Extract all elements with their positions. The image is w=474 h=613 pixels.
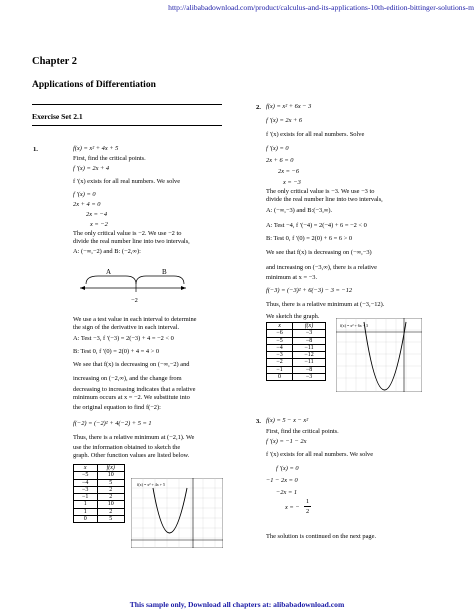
p1-line: f ′(x) = 2x + 4 <box>73 165 110 172</box>
table-head-fx: f(x) <box>97 465 125 472</box>
p1-line: the original equation to find f(−2): <box>73 404 161 411</box>
chapter-heading: Chapter 2 <box>32 56 78 67</box>
p2-line: f ′(x) exists for all real numbers. Solve <box>266 131 365 138</box>
table-row: −1 2 <box>74 494 125 501</box>
p3-line: f ′(x) = −1 − 2x <box>266 438 307 445</box>
p1-line: f ′(x) = 0 <box>73 191 96 198</box>
table-head-x: x <box>267 323 293 330</box>
problem-2-number: 2. <box>256 104 261 111</box>
table-row: −6 −3 <box>267 330 326 337</box>
table-head-x: x <box>74 465 98 472</box>
p3-line: x = − <box>285 504 300 511</box>
p1-line: divide the real number line into two intervals, <box>73 238 190 245</box>
p1-line: We see that f(x) is decreasing on (−∞,−2) and <box>73 361 190 368</box>
p1-graph-label: f(x) = x² + 4x + 5 <box>137 482 165 487</box>
table-row: −5 −8 <box>267 337 326 344</box>
p3-line: −2x = 1 <box>276 489 298 496</box>
table-row: 0 5 <box>74 516 125 523</box>
p2-line: f(−3) = (−3)² + 6(−3) − 3 = −12 <box>266 287 353 294</box>
p3-fraction-denominator: 2 <box>306 508 310 515</box>
number-line <box>78 266 188 310</box>
p2-line: f ′(x) = 2x + 6 <box>266 117 303 124</box>
p1-line: f(x) = x² + 4x + 5 <box>73 145 119 152</box>
p1-line: use the information obtained to sketch the <box>73 444 181 451</box>
divider <box>32 104 222 105</box>
fraction-bar <box>304 506 311 507</box>
p1-line: First, find the critical points. <box>73 155 146 162</box>
table-row: 1 2 <box>74 508 125 515</box>
p2-line: 2x = −6 <box>278 168 300 175</box>
divider <box>32 125 222 126</box>
table-row: −4 −11 <box>267 344 326 351</box>
p3-fraction-numerator: 1 <box>306 498 310 505</box>
problem-1-number: 1. <box>33 146 38 153</box>
p2-line: B: Test 0, f ′(0) = 2(0) + 6 = 6 > 0 <box>266 235 353 242</box>
table-row: −1 −8 <box>267 366 326 373</box>
p1-line: A: Test −3, f ′(−3) = 2(−3) + 4 = −2 < 0 <box>73 335 174 342</box>
p1-line: f(−2) = (−2)² + 4(−2) + 5 = 1 <box>73 420 152 427</box>
table-row: 0 −3 <box>267 374 326 381</box>
numline-tick-label: −2 <box>131 297 138 304</box>
p3-line: First, find the critical points. <box>266 428 339 435</box>
p1-line: decreasing to increasing indicates that a relative <box>73 386 196 393</box>
p2-line: Thus, there is a relative minimum at (−3,−12). <box>266 301 385 308</box>
p2-values-table <box>266 322 326 381</box>
table-row: −5 10 <box>74 472 125 479</box>
p2-line: x = −3 <box>283 179 301 186</box>
p1-graph <box>131 478 223 548</box>
interval-b-label: B <box>162 268 167 276</box>
p1-line: A: (−∞,−2) and B: (−2,∞): <box>73 248 141 255</box>
p1-line: minimum occurs at x = −2. We substitute into <box>73 394 190 401</box>
p3-line: f ′(x) = 0 <box>276 465 299 472</box>
p1-line: We use a test value in each interval to determine <box>73 316 197 323</box>
p1-line: 2x + 4 = 0 <box>73 201 101 208</box>
p2-line: We see that f(x) is decreasing on (−∞,−3) <box>266 249 372 256</box>
table-row: −2 −11 <box>267 359 326 366</box>
p1-values-table <box>73 464 125 523</box>
p2-line: The only critical value is −3. We use −3 to <box>266 188 375 195</box>
p2-line: divide the real number line into two intervals, <box>266 196 383 203</box>
p2-line: A: Test −4, f ′(−4) = 2(−4) + 6 = −2 < 0 <box>266 222 367 229</box>
chapter-title: Applications of Differentiation <box>32 80 156 90</box>
p1-line: The only critical value is −2. We use −2 to <box>73 230 182 237</box>
header-url[interactable]: http://alibabadownload.com/product/calculus-and-its-applications-10th-edition-bittinger-solutions-m <box>168 3 474 12</box>
p2-line: f ′(x) = 0 <box>266 145 289 152</box>
table-row: −4 5 <box>74 479 125 486</box>
p1-line: Thus, there is a relative minimum at (−2,1). We <box>73 434 195 441</box>
problem-3-number: 3. <box>256 418 261 425</box>
p2-line: minimum at x = −3. <box>266 274 318 281</box>
p2-line: 2x + 6 = 0 <box>266 157 294 164</box>
interval-a-label: A <box>106 268 112 276</box>
footer-download-link[interactable]: This sample only, Download all chapters at: alibabadownload.com <box>129 600 345 609</box>
p3-line: The solution is continued on the next page. <box>266 533 377 540</box>
p1-line: x = −2 <box>90 221 108 228</box>
p3-line: f ′(x) exists for all real numbers. We solve <box>266 451 374 458</box>
p1-line: B: Test 0, f ′(0) = 2(0) + 4 = 4 > 0 <box>73 348 160 355</box>
p2-line: and increasing on (−3,∞), there is a relative <box>266 264 377 271</box>
p1-line: 2x = −4 <box>86 211 108 218</box>
p3-line: −1 − 2x = 0 <box>266 477 298 484</box>
p1-line: increasing on (−2,∞), and the change from <box>73 375 182 382</box>
p2-graph <box>336 318 422 392</box>
p1-line: graph. Other function values are listed below. <box>73 452 190 459</box>
p2-line: We sketch the graph. <box>266 313 320 320</box>
p2-graph-label: f(x) = x² + 6x − 3 <box>340 323 368 328</box>
table-row: 1 10 <box>74 501 125 508</box>
table-row: −3 −12 <box>267 352 326 359</box>
p1-line: f ′(x) exists for all real numbers. We solve <box>73 178 181 185</box>
p1-line: the sign of the derivative in each interval. <box>73 324 180 331</box>
exercise-title: Exercise Set 2.1 <box>32 112 83 121</box>
p2-line: f(x) = x² + 6x − 3 <box>266 103 312 110</box>
table-row: −3 2 <box>74 486 125 493</box>
table-head-fx: f(x) <box>293 323 326 330</box>
p3-line: f(x) = 5 − x − x² <box>266 417 309 424</box>
p2-line: A: (−∞,−3) and B:(−3,∞). <box>266 207 333 214</box>
